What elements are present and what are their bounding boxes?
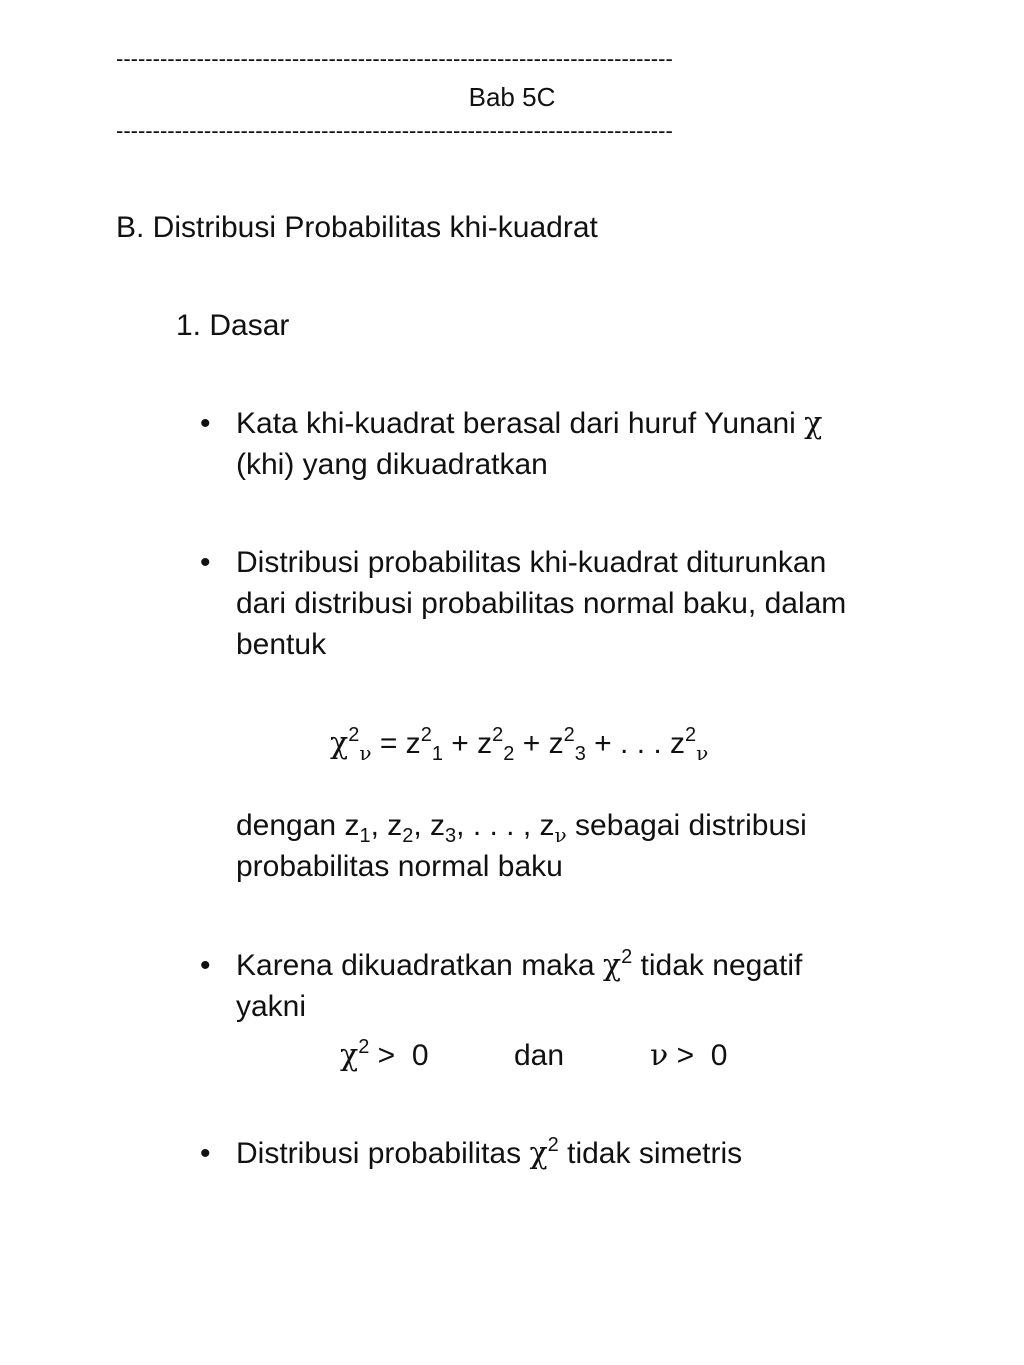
item4-text: Distribusi probabilitas [236, 1137, 522, 1170]
condition-text: > 0 [668, 1039, 728, 1072]
item4-text: tidak simetris [558, 1137, 743, 1170]
exponent: 2 [358, 1036, 370, 1058]
note-text: dengan z [236, 809, 360, 842]
item1-text: Kata khi-kuadrat berasal dari huruf Yunani [236, 407, 796, 440]
formula-term: + z [514, 727, 564, 760]
header-rule-top: ---------------------------------------------------------------------------- [116, 46, 673, 71]
chi-symbol: χ [602, 948, 622, 983]
item2-line2: dari distribusi probabilitas normal baku, dalam [236, 587, 847, 620]
item3-line2: yakni [236, 990, 307, 1023]
chi-symbol: χ [330, 726, 349, 761]
formula-term: + . . . z [585, 727, 686, 760]
exponent: 2 [420, 724, 432, 746]
nu-subscript: ν [554, 823, 567, 847]
item3-line1 [236, 946, 802, 986]
nu-subscript: ν [696, 741, 709, 765]
subscript: 1 [431, 743, 443, 765]
exponent: 2 [547, 1134, 559, 1156]
item1-line1 [236, 404, 822, 444]
item2-line3: bentuk [236, 628, 327, 661]
exponent: 2 [348, 724, 360, 746]
condition-text: > 0 [369, 1039, 429, 1072]
nu-subscript: ν [359, 741, 372, 765]
bullet-marker: • [200, 1137, 211, 1170]
exponent: 2 [492, 724, 504, 746]
subscript: 1 [359, 825, 371, 847]
formula-term: = z [371, 727, 421, 760]
item3-text: tidak negatif [632, 949, 803, 982]
note-line2: probabilitas normal baku [236, 850, 563, 883]
subscript: 2 [503, 743, 515, 765]
condition-chi [340, 1036, 429, 1076]
condition-dan: dan [514, 1039, 565, 1072]
item4-line1 [236, 1134, 742, 1174]
note-text: , . . . , z [456, 809, 555, 842]
bullet-marker: • [200, 949, 211, 982]
item3-text: Karena dikuadratkan maka [236, 949, 595, 982]
formula-term: + z [442, 727, 493, 760]
note-line1 [236, 806, 807, 846]
note-text: , z [413, 809, 446, 842]
chi-symbol: χ [340, 1038, 359, 1073]
bullet-marker: • [200, 546, 211, 579]
item2-line1: Distribusi probabilitas khi-kuadrat diturunkan [236, 546, 827, 579]
subsection-title: 1. Dasar [176, 309, 290, 342]
chi-symbol: χ [529, 1136, 548, 1171]
condition-nu [650, 1036, 727, 1076]
chi-square-formula [330, 724, 708, 764]
nu-symbol: ν [650, 1038, 669, 1073]
item1-line2: (khi) yang dikuadratkan [236, 448, 548, 481]
note-text: , z [370, 809, 403, 842]
bullet-marker: • [200, 407, 211, 440]
exponent: 2 [621, 946, 633, 968]
section-title: B. Distribusi Probabilitas khi-kuadrat [116, 211, 598, 244]
exponent: 2 [685, 724, 697, 746]
chapter-label: Bab 5C [468, 82, 556, 112]
subscript: 3 [574, 743, 586, 765]
subscript: 2 [402, 825, 414, 847]
exponent: 2 [563, 724, 575, 746]
header-rule-bottom: ---------------------------------------------------------------------------- [116, 118, 673, 143]
subscript: 3 [445, 825, 457, 847]
chi-symbol: χ [804, 406, 823, 441]
note-text: sebagai distribusi [566, 809, 807, 842]
